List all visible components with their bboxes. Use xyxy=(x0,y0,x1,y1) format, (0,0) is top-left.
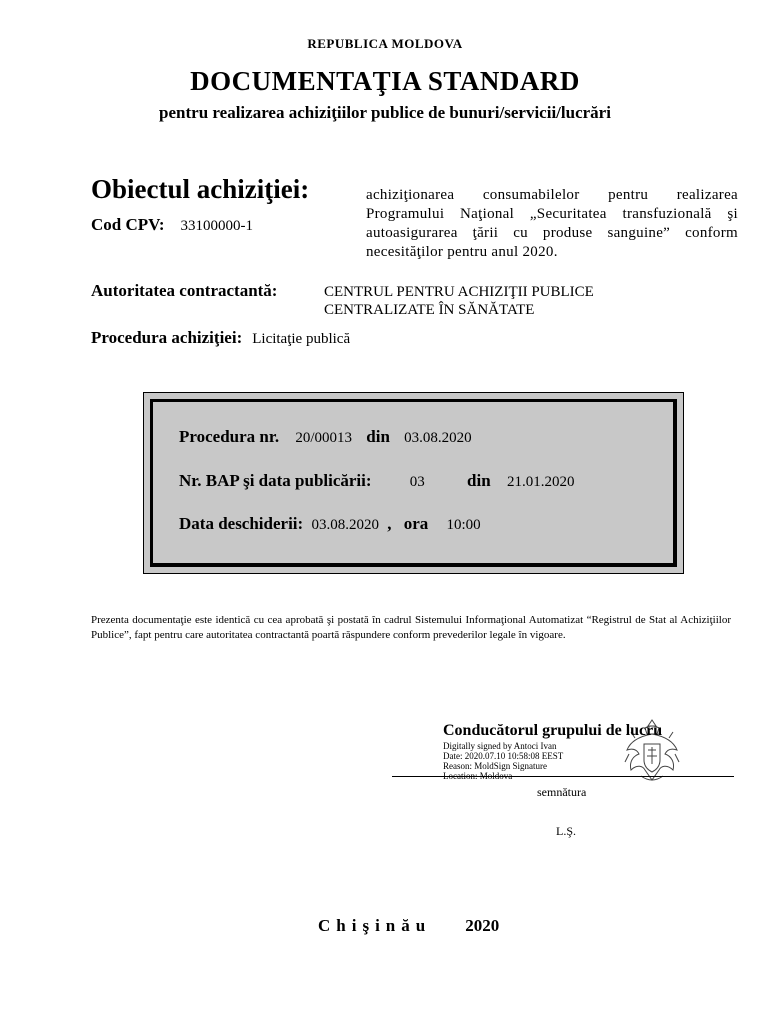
procedure-din-label: din xyxy=(366,427,390,446)
opening-row xyxy=(179,514,481,534)
procedure-number-label: Procedura nr. xyxy=(179,427,280,446)
authority-line-1: CENTRUL PENTRU ACHIZIŢII PUBLICE xyxy=(324,284,594,300)
bap-number: 03 xyxy=(409,474,425,490)
procedure-value: Licitaţie publică xyxy=(252,331,351,347)
opening-date: 03.08.2020 xyxy=(311,517,379,533)
signature-location: Location: Moldova xyxy=(443,771,513,781)
procedure-number-row xyxy=(179,427,472,447)
procedure-number: 20/00013 xyxy=(295,430,353,446)
cpv-value: 33100000-1 xyxy=(180,218,254,234)
country-name: REPUBLICA MOLDOVA xyxy=(307,36,463,51)
document-title: DOCUMENTAŢIA STANDARD xyxy=(190,66,580,96)
object-label: Obiectul achiziţiei: xyxy=(91,174,310,204)
bap-label: Nr. BAP şi data publicării: xyxy=(179,471,372,490)
ora-label: ora xyxy=(403,514,429,533)
digital-signature-meta xyxy=(443,741,563,781)
opening-label: Data deschiderii: xyxy=(179,514,304,533)
stamp-placeholder: L.Ş. xyxy=(556,824,577,838)
authority-row xyxy=(91,281,277,301)
signatory-title: Conducătorul grupului de lucru xyxy=(443,722,663,739)
footer-city: Chişinău xyxy=(318,916,432,935)
procedure-label: Procedura achiziţiei: xyxy=(91,328,243,347)
signature-caption: semnătura xyxy=(537,785,587,799)
procedure-row xyxy=(91,328,350,348)
cpv-code-row xyxy=(91,215,253,235)
disclaimer-note: Prezenta documentaţie este identică cu cea aprobată şi postată în cadrul Sistemului Informaţional Automatizat “Registrul de Stat al Achiziţiilor Publice”, fapt pentru care autoritatea contractantă poartă răspundere conform prevederilor legale în vigoare. xyxy=(91,614,731,641)
authority-value xyxy=(324,283,594,319)
procedure-date: 03.08.2020 xyxy=(404,430,472,446)
footer xyxy=(318,916,499,936)
authority-label: Autoritatea contractantă: xyxy=(91,281,278,300)
signature-line xyxy=(392,776,734,777)
opening-time: 10:00 xyxy=(446,517,481,533)
cpv-label: Cod CPV: xyxy=(91,215,165,234)
signature-date: Date: 2020.07.10 10:58:08 EEST xyxy=(443,751,564,761)
signature-reason: Reason: MoldSign Signature xyxy=(443,761,547,771)
bap-row xyxy=(179,471,649,491)
signed-by: Digitally signed by Antoci Ivan xyxy=(443,741,557,751)
footer-year: 2020 xyxy=(465,916,500,935)
bap-date: 21.01.2020 xyxy=(506,474,575,490)
opening-comma: , xyxy=(387,514,392,533)
bap-din-label: din xyxy=(467,471,491,490)
object-description: achiziţionarea consumabilelor pentru realizarea Programului Naţional „Securitatea transfuzională şi autoasigurarea ţării cu produse sanguine” conform necesităţilor pentru anul 2020. xyxy=(366,187,738,260)
authority-line-2: CENTRALIZATE ÎN SĂNĂTATE xyxy=(324,302,535,318)
document-subtitle: pentru realizarea achiziţiilor publice de bunuri/servicii/lucrări xyxy=(159,103,611,122)
